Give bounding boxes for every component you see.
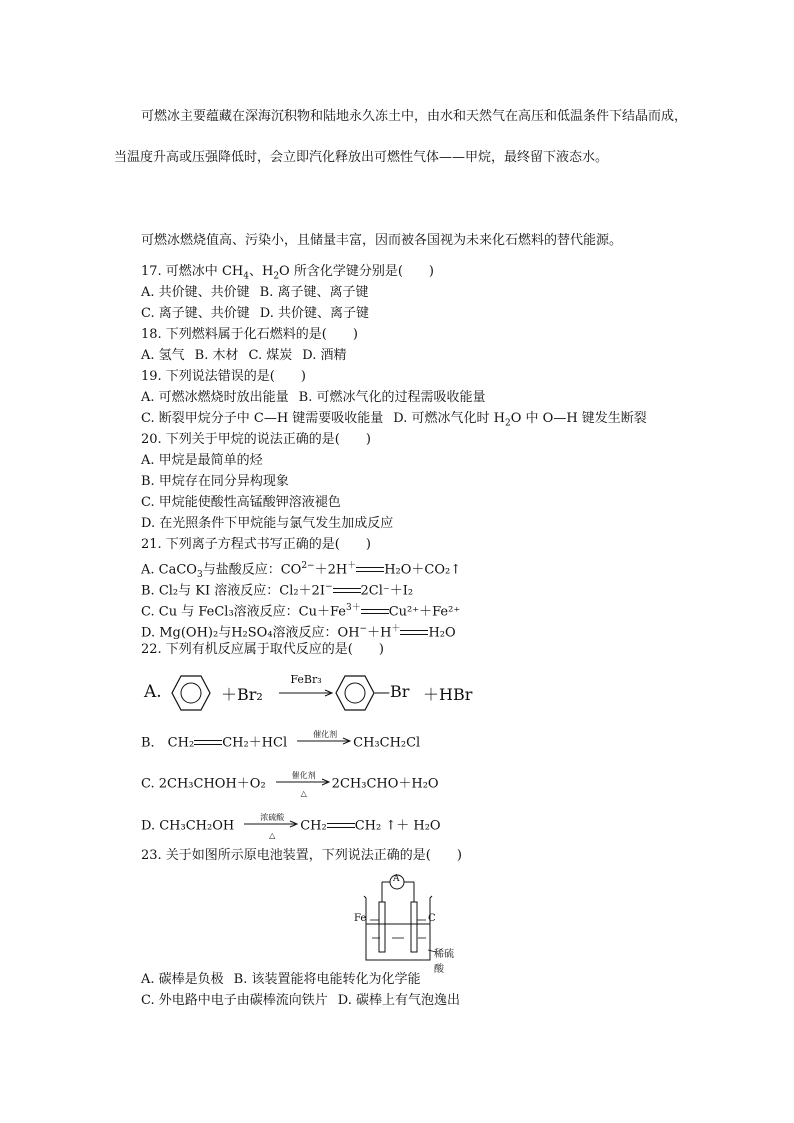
option-a: A. 碳棒是负极 (141, 972, 224, 987)
question-17-options-cd (141, 304, 369, 324)
passage-paragraph-2: 可燃冰燃烧值高、污染小，且储量丰富，因而被各国视为未来化石燃料的替代能源。 (141, 233, 623, 248)
option-a: A. 可燃冰燃烧时放出能量 (141, 390, 289, 405)
reaction-arrow-icon: 催化剂 △ (276, 774, 332, 794)
question-23-stem: 23. 关于如图所示原电池装置，下列说法正确的是( ) (141, 848, 462, 863)
equals-arrow (356, 566, 384, 574)
question-21-option-b: B. Cl₂与 KI 溶液反应：Cl₂＋2I− 2Cl⁻＋I₂ (141, 582, 414, 599)
option-a: A. 氢气 (141, 348, 185, 363)
question-19-options-ab (141, 388, 485, 408)
question-22-option-d: D. CH₃CH₂OH 浓硫酸 △ CH₂ CH₂ ↑＋ H₂O (141, 813, 441, 840)
equals-arrow (361, 608, 389, 616)
question-22-option-c: C. 2CH₃CHOH＋O₂ 催化剂 △ 2CH₃CHO＋H₂O (141, 771, 439, 798)
option-c: C. 离子键、共价键 (141, 306, 250, 321)
question-20-option-b: B. 甲烷存在同分异构现象 (141, 474, 289, 489)
option-b: B. 可燃冰气化的过程需吸收能量 (298, 390, 486, 405)
option-c: C. 断裂甲烷分子中 C—H 键需要吸收能量 (141, 411, 384, 426)
question-21-stem: 21. 下列离子方程式书写正确的是( ) (141, 537, 371, 552)
benzene-ring-icon (171, 674, 211, 712)
benzene-ring-icon (335, 674, 375, 712)
question-22-option-b: B． CH₂ CH₂＋HCl 催化剂 CH₃CH₂Cl (141, 733, 420, 754)
passage-paragraph-1: 可燃冰主要蕴藏在深海沉积物和陆地永久冻土中，由水和天然气在高压和低温条件下结晶而成，当温度升高或压强降低时，会立即汽化释放出可燃性气体——甲烷，最终留下液态水。 (114, 109, 688, 165)
reaction-arrow-icon (279, 689, 335, 697)
double-bond (327, 822, 355, 830)
catalyst-label: FeBr₃ (290, 673, 322, 686)
question-20-option-a: A. 甲烷是最简单的烃 (141, 453, 263, 468)
question-19-stem: 19. 下列说法错误的是( ) (141, 369, 306, 384)
product-hbr: ＋HBr (423, 685, 473, 704)
option-b: B. 木材 (194, 348, 239, 363)
double-bond (194, 739, 222, 747)
question-23-options-ab (141, 970, 420, 990)
option-c: C. 煤炭 (248, 348, 293, 363)
ammeter-label: A (393, 874, 400, 884)
question-21-option-c: C. Cu 与 FeCl₃溶液反应：$Cu+Fe^{3+}$ Cu²⁺＋Fe²⁺ (141, 603, 461, 620)
question-21-option-a: A. CaCO$_3$与盐酸反应：$CO^{2-}+2H^+$ H₂O＋CO₂↑ (141, 561, 462, 580)
question-22-option-a (141, 672, 541, 714)
reagent-br2: ＋Br₂ (221, 685, 263, 704)
option-d: D. 碳棒上有气泡逸出 (337, 993, 460, 1008)
option-c: C. 外电路中电子由碳棒流向铁片 (141, 993, 328, 1008)
electrode-right-label: C (428, 913, 436, 924)
option-b: B. 该装置能将电能转化为化学能 (233, 972, 421, 987)
option-a-label: A. (144, 682, 162, 702)
question-22-stem: 22. 下列有机反应属于取代反应的是( ) (141, 642, 384, 657)
question-17-stem: 17. 可燃冰中 $CH_4$、$H_2O$ 所含化学键分别是( ) (141, 264, 434, 282)
product-bromobenzene: —Br (374, 682, 410, 701)
solution-label: 稀硫酸 (434, 949, 454, 975)
question-23-options-cd (141, 991, 460, 1011)
question-17-options-ab (141, 283, 368, 303)
question-20-option-c: C. 甲烷能使酸性高锰酸钾溶液褪色 (141, 495, 341, 510)
option-b: B. 离子键、离子键 (259, 285, 369, 300)
electrode-left-label: Fe (354, 913, 367, 924)
question-21-option-d: D. Mg(OH)₂与H₂SO₄溶液反应：OH−＋H＋ H₂O (141, 624, 456, 641)
equals-arrow (333, 587, 361, 595)
option-a: A. 共价键、共价键 (141, 285, 250, 300)
equals-arrow (400, 629, 428, 637)
reaction-arrow-icon: 催化剂 (297, 733, 353, 753)
question-18-stem: 18. 下列燃料属于化石燃料的是( ) (141, 327, 358, 342)
option-d: D. 酒精 (302, 348, 347, 363)
question-18-options (141, 346, 346, 366)
reaction-arrow-icon: 浓硫酸 △ (244, 816, 300, 836)
option-d: D. 共价键、离子键 (259, 306, 369, 321)
question-20-stem: 20. 下列关于甲烷的说法正确的是( ) (141, 432, 371, 447)
galvanic-cell-diagram (352, 868, 462, 975)
question-20-option-d: D. 在光照条件下甲烷能与氯气发生加成反应 (141, 516, 394, 531)
option-d: D. 可燃冰气化时 $H_2O$ 中 O—H 键发生断裂 (393, 411, 647, 429)
